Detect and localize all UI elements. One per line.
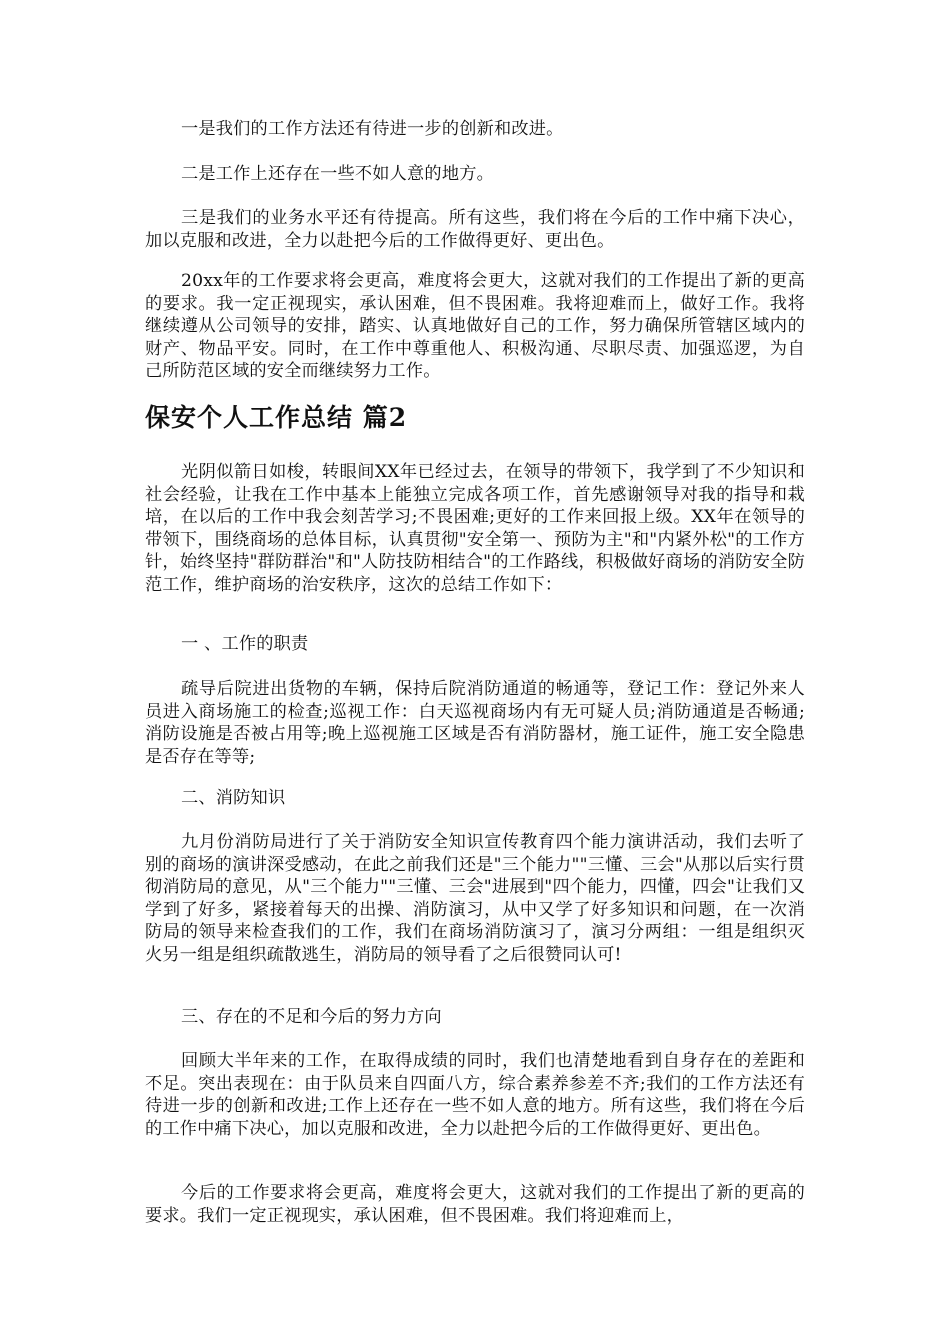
paragraph: 光阴似箭日如梭，转眼间XX年已经过去，在领导的带领下，我学到了不少知识和社会经验，让我在工作中基本上能独立完成各项工作，首先感谢领导对我的指导和栽培，在以后的工作中我会刻苦学习;不畏困难;更好的工作来回报上级。XX年在领导的带领下，围绕商场的总体目标，认真贯彻"安全第一、预防为主"和"内紧外松"的工作方针，始终坚持"群防群治"和"人防技防相结合"的工作路线，积极做好商场的消防安全防范工作，维护商场的治安秩序，这次的总结工作如下： (145, 462, 805, 595)
paragraph: 回顾大半年来的工作，在取得成绩的同时，我们也清楚地看到自身存在的差距和不足。突出表现在：由于队员来自四面八方，综合素养参差不齐;我们的工作方法还有待进一步的创新和改进;工作上还存在一些不如人意的地方。所有这些，我们将在今后的工作中痛下决心，加以克服和改进，全力以赴把今后的工作做得更好、更出色。 (145, 1051, 805, 1139)
section-heading: 保安个人工作总结 篇2 (145, 403, 408, 432)
subheading: 二、消防知识 (181, 788, 286, 808)
paragraph: 今后的工作要求将会更高，难度将会更大，这就对我们的工作提出了新的更高的要求。我们一定正视现实，承认困难，但不畏困难。我们将迎难而上， (145, 1183, 805, 1226)
paragraph: 20xx年的工作要求将会更高，难度将会更大，这就对我们的工作提出了新的更高的要求。我一定正视现实，承认困难，但不畏困难。我将迎难而上，做好工作。我将继续遵从公司领导的安排，踏实、认真地做好自己的工作，努力确保所管辖区域内的财产、物品平安。同时，在工作中尊重他人、积极沟通、尽职尽责、加强巡逻，为自己所防范区域的安全而继续努力工作。 (145, 271, 805, 381)
paragraph: 疏导后院进出货物的车辆，保持后院消防通道的畅通等，登记工作：登记外来人员进入商场施工的检查;巡视工作：白天巡视商场内有无可疑人员;消防通道是否畅通;消防设施是否被占用等;晚上巡视施工区域是否有消防器材，施工证件，施工安全隐患是否存在等等; (145, 679, 805, 767)
subheading: 三、存在的不足和今后的努力方向 (181, 1007, 442, 1027)
paragraph: 一是我们的工作方法还有待进一步的创新和改进。 (181, 119, 564, 139)
subheading: 一 、工作的职责 (181, 634, 309, 654)
paragraph: 九月份消防局进行了关于消防安全知识宣传教育四个能力演讲活动，我们去听了别的商场的演讲深受感动，在此之前我们还是"三个能力""三懂、三会"从那以后实行贯彻消防局的意见，从"三个能力""三懂、三会"进展到"四个能力，四懂，四会"让我们又学到了好多，紧接着每天的出操、消防演习，从中又学了好多知识和问题，在一次消防局的领导来检查我们的工作，我们在商场消防演习了，演习分两组：一组是组织灭火另一组是组织疏散逃生，消防局的领导看了之后很赞同认可! (145, 832, 805, 965)
paragraph: 三是我们的业务水平还有待提高。所有这些，我们将在今后的工作中痛下决心，加以克服和改进，全力以赴把今后的工作做得更好、更出色。 (145, 208, 805, 251)
paragraph: 二是工作上还存在一些不如人意的地方。 (181, 164, 494, 184)
